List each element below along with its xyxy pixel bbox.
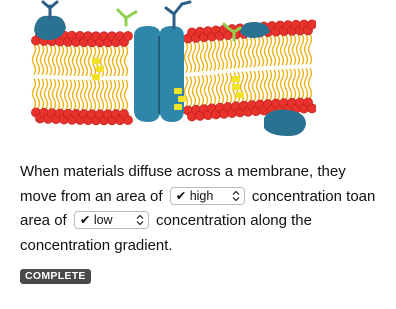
- question-line-2: an area of: [20, 187, 376, 229]
- glycan-chain-middle-left: [118, 10, 136, 25]
- question-after-low: concentration along the concentration gradient.: [20, 212, 312, 254]
- question-line-1: When materials diffuse across a membrane, they move from an area of: [20, 163, 346, 205]
- low-dropdown-value: ✔ low: [79, 213, 113, 227]
- question-after-high: concentration to: [251, 187, 359, 205]
- chevron-updown-icon: [136, 214, 144, 226]
- chevron-updown-icon: [232, 190, 240, 202]
- glycan-chain-left: [43, 2, 57, 18]
- peripheral-protein-bottom-right: [264, 110, 306, 136]
- low-dropdown[interactable]: [74, 211, 149, 229]
- glycan-chain-right: [166, 2, 190, 28]
- complete-button[interactable]: COMPLETE: [20, 269, 91, 284]
- high-dropdown-value: ✔ high: [175, 188, 214, 203]
- high-dropdown[interactable]: [170, 187, 245, 205]
- cell-membrane-illustration: [26, 0, 316, 150]
- question-text: [20, 160, 380, 258]
